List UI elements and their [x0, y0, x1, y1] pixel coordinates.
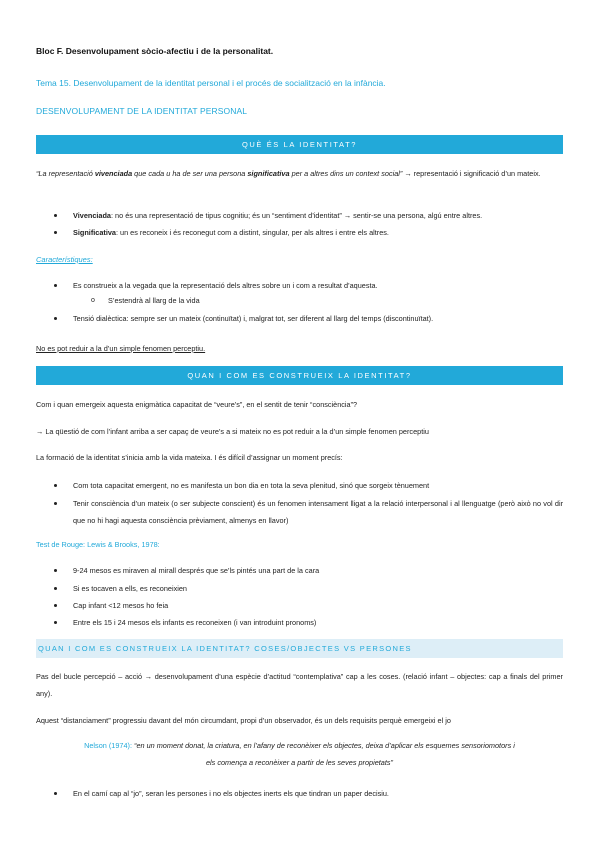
paragraph-arrow: → La qüestió de com l’infant arriba a ser capaç de veure’s a si mateix no es pot reduir a la d’un simple fenomen perceptiu	[36, 427, 429, 436]
list-item-significativa	[73, 224, 563, 241]
quote-part-a: “La representació	[36, 169, 95, 178]
bullet-dot	[54, 604, 57, 607]
list-item-test-4: Entre els 15 i 24 mesos els infants es reconeixen (i van introduint pronoms)	[73, 618, 317, 627]
bullet-dot	[54, 587, 57, 590]
nelson-quote	[36, 737, 563, 771]
quote-rest: → representació i significació d’un mateix.	[402, 169, 541, 178]
bullet-dot	[54, 792, 57, 795]
tema-title: Tema 15. Desenvolupament de la identitat personal i el procés de socialització en la infància.	[36, 78, 386, 88]
section-bar-que-es: QUÈ ÉS LA IDENTITAT?	[36, 135, 563, 154]
paragraph-question: Com i quan emergeix aquesta enigmàtica capacitat de “veure’s”, en el sentit de tenir “consciència”?	[36, 400, 358, 409]
list-item-vivenciada	[73, 207, 563, 224]
bullet-text: : un es reconeix i és reconegut com a distint, singular, per als altres i entre els altres.	[115, 228, 389, 237]
list-item-cami-jo: En el camí cap al “jo”, seran les persones i no els objectes inerts els que tindran un paper decisiu.	[73, 789, 389, 798]
bullet-dot	[54, 231, 57, 234]
paragraph-bucle: Pas del bucle percepció – acció → desenvolupament d’una espècie d’actitud “contemplativa” cap a les coses. (relació infant – objectes: cap a finals del primer any).	[36, 672, 563, 698]
list-item-char1-sub: S’estendrà al llarg de la vida	[108, 296, 200, 305]
quote-term-significativa: significativa	[247, 169, 290, 178]
quote-author: Nelson (1974):	[84, 741, 132, 750]
quote-part-e: per a altres dins un context social”	[289, 169, 403, 178]
bullet-dot	[54, 502, 57, 505]
paragraph-formation: La formació de la identitat s’inicia amb la vida mateixa. I és difícil d’assignar un moment precís:	[36, 453, 343, 462]
bullet-dot	[54, 214, 57, 217]
perceptive-note: No es pot reduir a la d’un simple fenomen perceptiu.	[36, 344, 206, 353]
bullet-dot	[54, 569, 57, 572]
list-item-test-2: Si es tocaven a ells, es reconeixien	[73, 584, 187, 593]
characteristics-title: Característiques:	[36, 255, 93, 264]
list-item-consciencia: Tenir consciència d’un mateix (o ser subjecte conscient) és un fenomen intensament lligat a la relació interpersonal i al llenguatge (però això no vol dir que no hi hagi aquesta consciència prèviament, almenys en llavor)	[73, 499, 563, 525]
section-bar-coses-persones	[36, 639, 563, 658]
bloc-title: Bloc F. Desenvolupament sòcio-afectiu i de la personalitat.	[36, 46, 274, 56]
bullet-dot	[54, 484, 57, 487]
definition-paragraph	[36, 165, 563, 182]
list-item-char1: Es construeix a la vegada que la representació dels altres sobre un i com a resultat d’aquesta.	[73, 281, 378, 290]
list-item-test-1: 9-24 mesos es miraven al mirall després que se’ls pintés una part de la cara	[73, 566, 320, 575]
sub-bullet-marker: o	[91, 297, 95, 304]
quote-term-vivenciada: vivenciada	[94, 169, 133, 178]
section-heading: DESENVOLUPAMENT DE LA IDENTITAT PERSONAL	[36, 106, 248, 116]
list-item-char2: Tensió dialèctica: sempre ser un mateix (continuïtat) i, malgrat tot, ser diferent al llarg del temps (discontinuïtat).	[73, 314, 434, 323]
quote-line-1: “en un moment donat, la criatura, en l’afany de reconèixer els objectes, deixa d’aplicar els esquemes sensoriomotors i	[131, 741, 515, 750]
list-item-test-3: Cap infant <12 mesos ho feia	[73, 601, 169, 610]
bullet-term: Significativa	[73, 228, 116, 237]
list-item-emergent: Com tota capacitat emergent, no es manifesta un bon dia en tota la seva plenitud, sinó que sorgeix tènuement	[73, 481, 430, 490]
quote-part-c: que cada u ha de ser una persona	[132, 169, 248, 178]
bullet-term: Vivenciada	[73, 211, 111, 220]
bullet-dot	[54, 284, 57, 287]
quote-line-2: els comença a reconèixer a partir de les seves propietats”	[206, 758, 393, 767]
bullet-dot	[54, 317, 57, 320]
test-rouge-title: Test de Rouge: Lewis & Brooks, 1978:	[36, 540, 160, 549]
section-bar-quan-i-com: QUAN I COM ES CONSTRUEIX LA IDENTITAT?	[36, 366, 563, 385]
bullet-dot	[54, 621, 57, 624]
paragraph-distanciament: Aquest “distanciament” progressiu davant del món circumdant, propi d’un observador, és un dels requisits perquè emergeixi el jo	[36, 716, 451, 725]
bullet-text: : no és una representació de tipus cognitiu; és un “sentiment d’identitat” → sentir-se una persona, algú entre altres.	[111, 211, 483, 220]
section-bar-label: QUAN I COM ES CONSTRUEIX LA IDENTITAT? COSES/OBJECTES VS PERSONES	[38, 644, 412, 653]
